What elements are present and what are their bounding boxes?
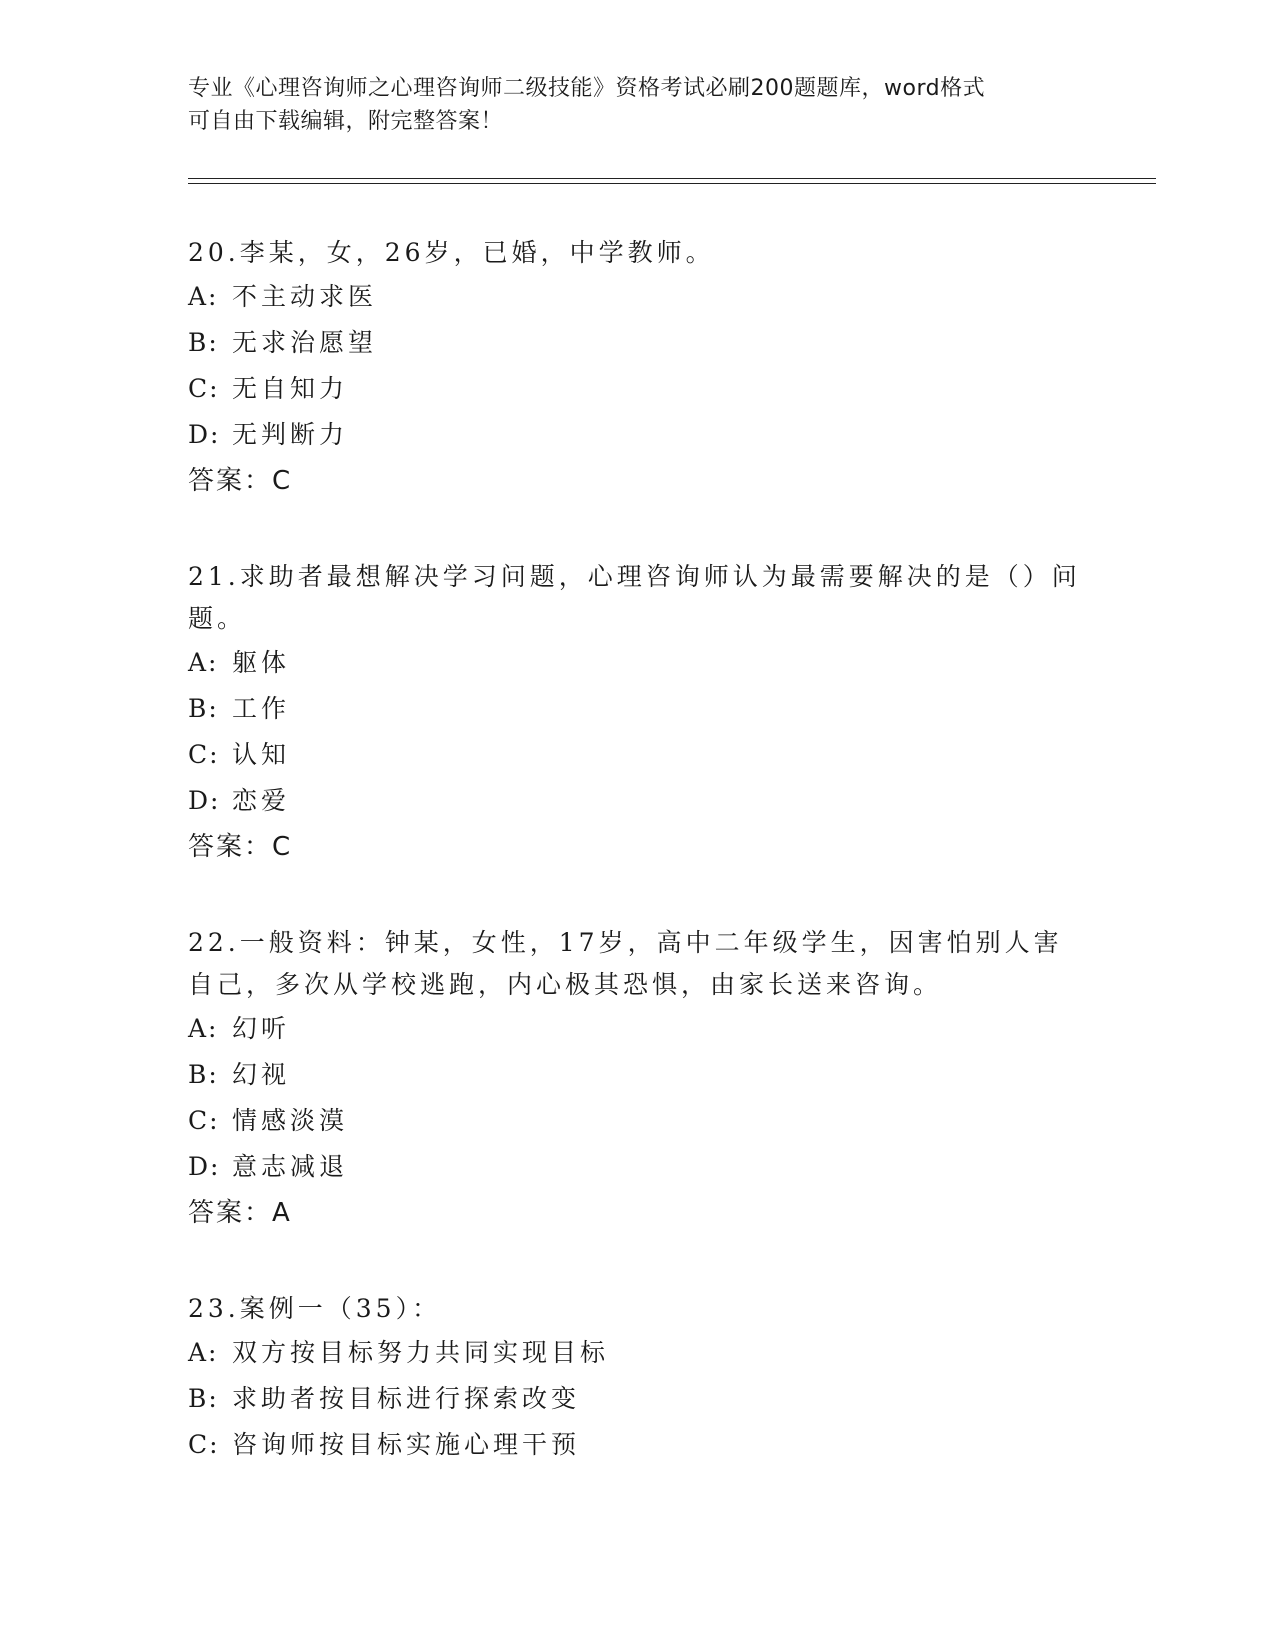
- option-text: 幻视: [232, 1060, 291, 1089]
- option-text: 不主动求医: [232, 282, 378, 311]
- option-text: 幻听: [232, 1014, 291, 1043]
- option-text: 求助者按目标进行探索改变: [232, 1384, 581, 1413]
- option-a: [188, 274, 1088, 320]
- option-text: 认知: [232, 740, 291, 769]
- header-line-2: 可自由下载编辑，附完整答案！: [188, 109, 504, 134]
- option-b: [188, 1376, 1088, 1422]
- header-divider-top: [188, 178, 1156, 179]
- option-letter: D:: [188, 1152, 221, 1181]
- option-letter: C:: [188, 1430, 220, 1459]
- option-letter: A:: [188, 648, 219, 677]
- option-text: 双方按目标努力共同实现目标: [232, 1338, 610, 1367]
- option-text: 躯体: [232, 648, 291, 677]
- question-item: [188, 1288, 1088, 1468]
- option-text: 情感淡漠: [232, 1106, 349, 1135]
- question-text: 23.案例一（35）：: [188, 1294, 442, 1323]
- option-letter: C:: [188, 740, 220, 769]
- answer-line: 答案：C: [188, 832, 293, 862]
- option-a: [188, 640, 1088, 686]
- option-text: 无自知力: [232, 374, 349, 403]
- option-b: [188, 1052, 1088, 1098]
- option-text: 意志减退: [232, 1152, 349, 1181]
- option-a: [188, 1330, 1088, 1376]
- option-letter: C:: [188, 1106, 220, 1135]
- option-text: 恋爱: [232, 786, 291, 815]
- option-b: [188, 320, 1088, 366]
- option-letter: A:: [188, 1338, 219, 1367]
- option-letter: C:: [188, 374, 220, 403]
- question-item: [188, 922, 1088, 1236]
- option-c: [188, 1422, 1088, 1468]
- question-text: 21.求助者最想解决学习问题，心理咨询师认为最需要解决的是（）问题。: [188, 562, 1081, 633]
- question-text: 20.李某，女，26岁，已婚，中学教师。: [188, 238, 715, 267]
- document-header: [188, 72, 1088, 138]
- option-b: [188, 686, 1088, 732]
- question-item: [188, 232, 1088, 504]
- option-a: [188, 1006, 1088, 1052]
- option-d: [188, 1144, 1088, 1190]
- header-divider-bottom: [188, 183, 1156, 184]
- option-text: 工作: [232, 694, 291, 723]
- option-d: [188, 778, 1088, 824]
- option-letter: A:: [188, 1014, 219, 1043]
- option-text: 无求治愿望: [232, 328, 378, 357]
- option-letter: B:: [188, 1384, 219, 1413]
- question-list: [188, 232, 1088, 1468]
- option-letter: D:: [188, 420, 221, 449]
- option-d: [188, 412, 1088, 458]
- option-text: 咨询师按目标实施心理干预: [232, 1430, 581, 1459]
- header-line-1: 专业《心理咨询师之心理咨询师二级技能》资格考试必刷200题题库，word格式: [188, 76, 986, 101]
- option-letter: A:: [188, 282, 219, 311]
- option-letter: B:: [188, 694, 219, 723]
- option-c: [188, 732, 1088, 778]
- answer-line: 答案：C: [188, 466, 293, 496]
- question-text: 22.一般资料：钟某，女性，17岁，高中二年级学生，因害怕别人害自己，多次从学校逃跑，内心极其恐惧，由家长送来咨询。: [188, 928, 1063, 999]
- option-letter: B:: [188, 1060, 219, 1089]
- question-item: [188, 556, 1088, 870]
- option-c: [188, 366, 1088, 412]
- option-letter: B:: [188, 328, 219, 357]
- option-c: [188, 1098, 1088, 1144]
- option-letter: D:: [188, 786, 221, 815]
- answer-line: 答案：A: [188, 1198, 292, 1228]
- option-text: 无判断力: [232, 420, 349, 449]
